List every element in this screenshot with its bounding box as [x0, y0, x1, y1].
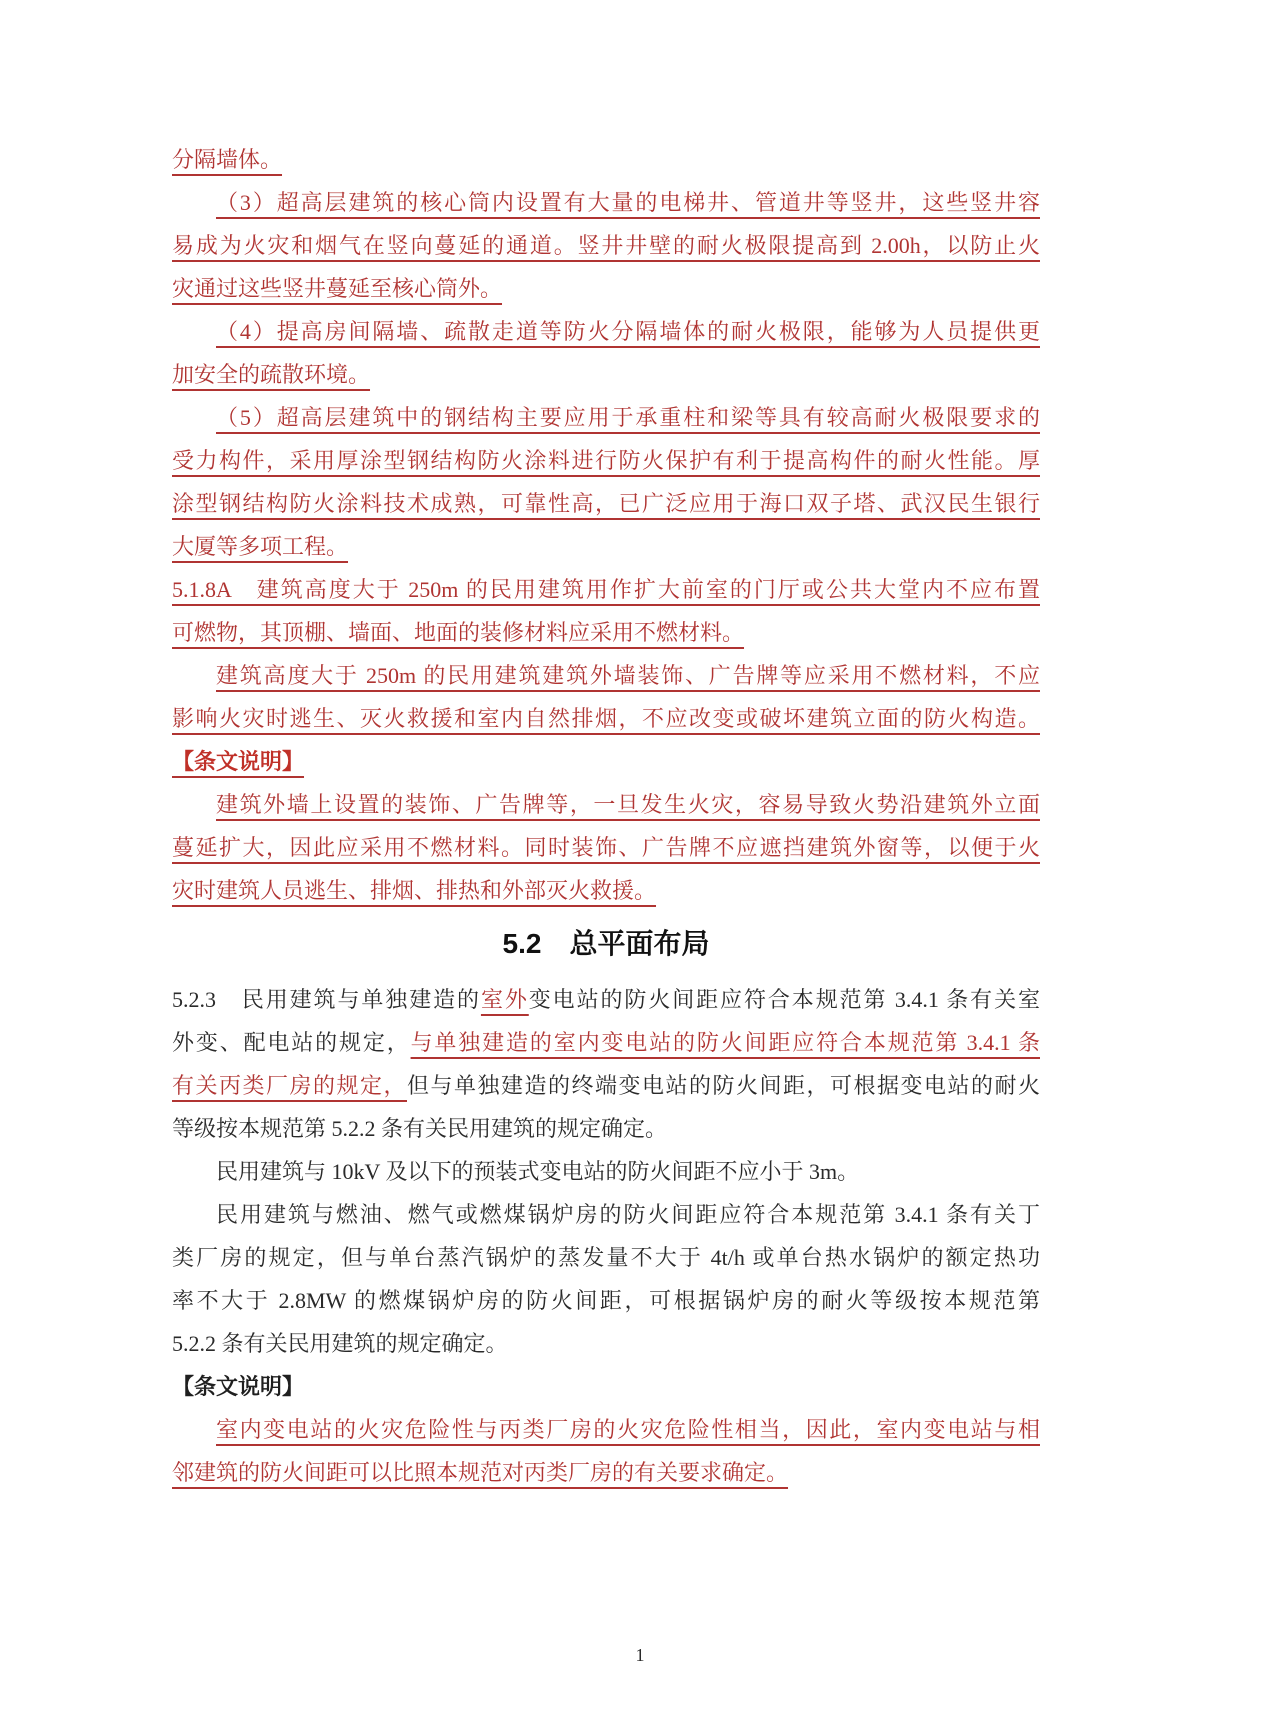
text-segment: 外变、配电站的规定，: [172, 1030, 411, 1055]
doc-line: [172, 1064, 1040, 1107]
doc-line: [172, 138, 1040, 181]
text-segment: 民用建筑与燃油、燃气或燃煤锅炉房的防火间距应符合本规范第 3.4.1 条有关丁: [216, 1202, 1040, 1227]
doc-line: [172, 697, 1040, 740]
text-segment: 类厂房的规定，但与单台蒸汽锅炉的蒸发量不大于 4t/h 或单台热水锅炉的额定热功: [172, 1245, 1040, 1270]
doc-line: [172, 1408, 1040, 1451]
inserted-text-segment: 灾时建筑人员逃生、排烟、排热和外部灭火救援。: [172, 878, 657, 903]
inserted-text-segment: 与单独建造的室内变电站的防火间距应符合本规范第 3.4.1 条: [410, 1030, 1040, 1055]
doc-line: [172, 267, 1040, 310]
doc-line: [172, 1021, 1040, 1064]
doc-line: [172, 1365, 1040, 1408]
text-segment: 5.2.3 民用建筑与单独建造的: [172, 987, 481, 1012]
doc-line: [172, 1322, 1040, 1365]
doc-line: [172, 1150, 1040, 1193]
text-segment: 但与单独建造的终端变电站的防火间距，可根据变电站的耐火: [407, 1073, 1040, 1098]
inserted-text-segment: 可燃物，其顶棚、墙面、地面的装修材料应采用不燃材料。: [172, 620, 745, 645]
inserted-text-segment: 建筑高度大于 250m 的民用建筑建筑外墙装饰、广告牌等应采用不燃材料，不应: [216, 663, 1040, 688]
inserted-text-segment: 涂型钢结构防火涂料技术成熟，可靠性高，已广泛应用于海口双子塔、武汉民生银行: [172, 491, 1040, 516]
inserted-text-segment: 【条文说明】: [172, 749, 305, 774]
inserted-text-segment: 受力构件，采用厚涂型钢结构防火涂料进行防火保护有利于提高构件的耐火性能。厚: [172, 448, 1040, 473]
inserted-text-segment: （5）超高层建筑中的钢结构主要应用于承重柱和梁等具有较高耐火极限要求的: [216, 405, 1040, 430]
doc-line: [172, 181, 1040, 224]
page-number: 1: [635, 1645, 645, 1665]
text-segment: 等级按本规范第 5.2.2 条有关民用建筑的规定确定。: [172, 1116, 668, 1141]
text-segment: 5.2.2 条有关民用建筑的规定确定。: [172, 1331, 508, 1356]
doc-line: [172, 353, 1040, 396]
doc-line: [172, 1107, 1040, 1150]
doc-line: [172, 740, 1040, 783]
doc-line: [172, 224, 1040, 267]
inserted-text-segment: 建筑外墙上设置的装饰、广告牌等，一旦发生火灾，容易导致火势沿建筑外立面: [216, 792, 1040, 817]
inserted-text-segment: （4）提高房间隔墙、疏散走道等防火分隔墙体的耐火极限，能够为人员提供更: [216, 319, 1040, 344]
doc-line: [172, 396, 1040, 439]
doc-line: [172, 978, 1040, 1021]
doc-line: [172, 869, 1040, 912]
doc-line: [172, 611, 1040, 654]
inserted-text-segment: 加安全的疏散环境。: [172, 362, 371, 387]
inserted-text-segment: 有关丙类厂房的规定，: [172, 1073, 407, 1098]
doc-line: [172, 310, 1040, 353]
text-segment: 变电站的防火间距应符合本规范第 3.4.1 条有关室: [528, 987, 1040, 1012]
inserted-text-segment: 邻建筑的防火间距可以比照本规范对丙类厂房的有关要求确定。: [172, 1460, 789, 1485]
text-segment: 【条文说明】: [172, 1374, 305, 1399]
doc-line: [172, 1236, 1040, 1279]
inserted-text-segment: 室内变电站的火灾危险性与丙类厂房的火灾危险性相当，因此，室内变电站与相: [216, 1417, 1040, 1442]
inserted-text-segment: 灾通过这些竖井蔓延至核心筒外。: [172, 276, 503, 301]
doc-line: [172, 439, 1040, 482]
inserted-text-segment: 室外: [480, 987, 529, 1012]
doc-line: [172, 1279, 1040, 1322]
text-segment: 民用建筑与 10kV 及以下的预装式变电站的防火间距不应小于 3m。: [216, 1159, 860, 1184]
text-segment: 5.2 总平面布局: [502, 928, 710, 959]
section-heading: [172, 912, 1040, 978]
doc-line: [172, 1193, 1040, 1236]
doc-line: [172, 1451, 1040, 1494]
inserted-text-segment: 影响火灾时逃生、灭火救援和室内自然排烟，不应改变或破坏建筑立面的防火构造。: [172, 706, 1040, 731]
inserted-text-segment: 蔓延扩大，因此应采用不燃材料。同时装饰、广告牌不应遮挡建筑外窗等，以便于火: [172, 835, 1040, 860]
doc-line: [172, 525, 1040, 568]
doc-line: [172, 783, 1040, 826]
document-body: [172, 138, 1040, 1494]
inserted-text-segment: 大厦等多项工程。: [172, 534, 349, 559]
doc-line: [172, 482, 1040, 525]
inserted-text-segment: 易成为火灾和烟气在竖向蔓延的通道。竖井井壁的耐火极限提高到 2.00h，以防止火: [172, 233, 1040, 258]
inserted-text-segment: 分隔墙体。: [172, 147, 283, 172]
text-segment: 率不大于 2.8MW 的燃煤锅炉房的防火间距，可根据锅炉房的耐火等级按本规范第: [172, 1288, 1040, 1313]
doc-line: [172, 654, 1040, 697]
inserted-text-segment: （3）超高层建筑的核心筒内设置有大量的电梯井、管道井等竖井，这些竖井容: [216, 190, 1040, 215]
doc-line: [172, 826, 1040, 869]
doc-line: [172, 568, 1040, 611]
inserted-text-segment: 5.1.8A 建筑高度大于 250m 的民用建筑用作扩大前室的门厅或公共大堂内不应布置: [172, 577, 1040, 602]
